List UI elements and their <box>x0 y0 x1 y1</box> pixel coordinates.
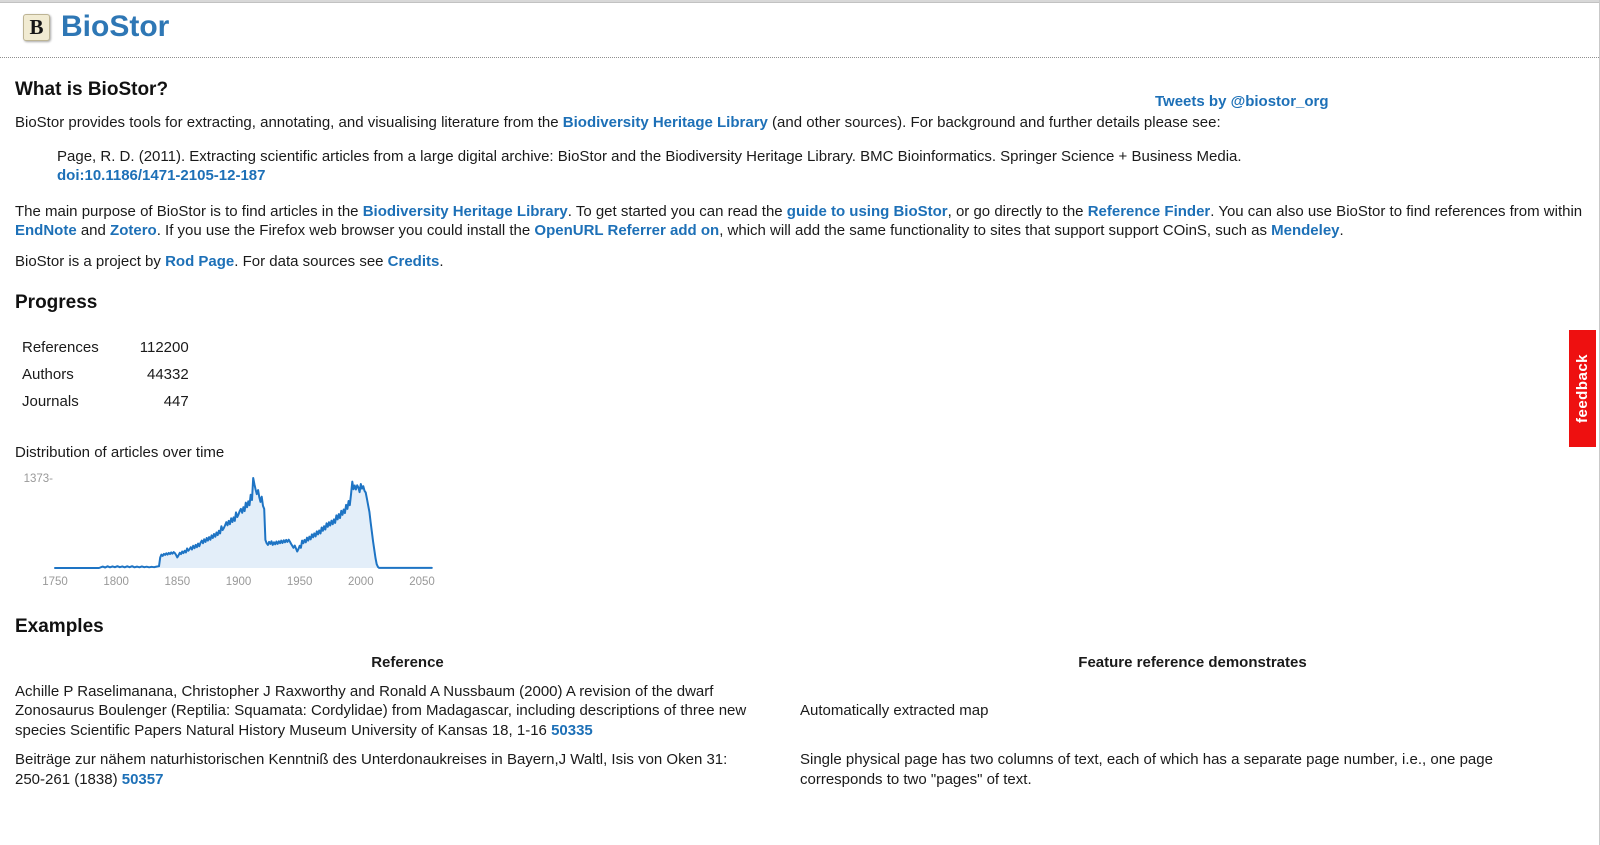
inline-link[interactable]: EndNote <box>15 222 77 239</box>
tweets-link[interactable]: Tweets by @biostor_org <box>1155 93 1329 110</box>
inline-link[interactable]: Biodiversity Heritage Library <box>562 114 768 131</box>
articles-over-time-chart <box>15 467 485 595</box>
about-intro-paragraph: BioStor provides tools for extracting, annotating, and visualising literature from the Biodiversity Heritage Library (and other sources). For background and further details please see: <box>15 114 1221 131</box>
table-row <box>22 334 189 361</box>
inline-link[interactable]: Mendeley <box>1271 222 1340 239</box>
progress-heading: Progress <box>15 292 98 313</box>
inline-link[interactable]: Rod Page <box>165 252 235 270</box>
example-reference-cell: Achille P Raselimanana, Christopher J Raxworthy and Ronald A Nussbaum (2000) A revision of the dwarf Zonosaurus Boulenger (Reptilia: Squamata: Cordylidae) from Madagascar, including descriptions of three new species Scientific Papers Natural History Museum University of Kansas 18, 1-16 50335 <box>15 682 747 739</box>
x-tick-label: 1800 <box>103 575 129 588</box>
progress-label: References <box>22 339 99 356</box>
table-row <box>15 745 1585 794</box>
example-feature-cell: Single physical page has two columns of text, each of which has a separate page number, i.e., one page corresponds to two "pages" of text. <box>800 751 1493 788</box>
x-tick-label: 2000 <box>348 575 374 588</box>
examples-table <box>15 650 1585 795</box>
about-heading: What is BioStor? <box>15 79 169 100</box>
progress-label: Journals <box>22 393 79 410</box>
main-content <box>0 79 1599 794</box>
column-header-feature: Feature reference demonstrates <box>1078 653 1307 671</box>
feedback-tab[interactable] <box>1569 330 1596 447</box>
examples-heading: Examples <box>15 615 104 637</box>
doi-link[interactable]: doi:10.1186/1471-2105-12-187 <box>57 167 266 184</box>
x-tick-label: 1900 <box>225 575 252 588</box>
citation-text: Page, R. D. (2011). Extracting scientific articles from a large digital archive: BioStor and the Biodiversity Heritage Library. BMC Bioinformatics. Springer Science + Business Media. <box>57 147 1242 165</box>
inline-link[interactable]: guide to using BioStor <box>786 202 948 220</box>
about-body-paragraph: The main purpose of BioStor is to find articles in the Biodiversity Heritage Library. To get started you can read the guide to using BioStor, or go directly to the Reference Finder. You can also use BioStor to find references from within EndNote and Zotero. If you use the Firefox web browser you could install the OpenURL Referrer add on, which will add the same functionality to sites that support support COinS, such as Mendeley. <box>15 202 1583 239</box>
biostor-logo-icon[interactable]: B <box>23 14 50 41</box>
example-reference-cell: Beiträge zur nähem naturhistorischen Kenntniß des Unterdonaukreises in Bayern,J Waltl, Isis von Oken 31: 250-261 (1838) 50357 <box>15 751 728 788</box>
inline-link[interactable]: OpenURL Referrer add on <box>534 222 720 239</box>
inline-link[interactable]: Zotero <box>110 222 157 239</box>
site-header <box>0 3 1599 58</box>
site-title[interactable]: BioStor <box>61 10 170 43</box>
inline-link[interactable]: Credits <box>387 252 440 270</box>
example-feature-cell: Automatically extracted map <box>800 702 989 719</box>
table-row <box>15 677 1585 746</box>
citation-block <box>57 147 1584 186</box>
x-tick-label: 1850 <box>164 575 191 588</box>
x-tick-label: 2050 <box>409 575 435 588</box>
inline-link[interactable]: Biodiversity Heritage Library <box>362 202 568 220</box>
table-row <box>22 361 189 388</box>
column-header-reference: Reference <box>371 653 444 671</box>
progress-value: 447 <box>163 393 189 410</box>
progress-value: 112200 <box>139 339 189 356</box>
x-tick-label: 1750 <box>42 575 68 588</box>
x-tick-label: 1950 <box>286 575 313 588</box>
inline-link[interactable]: 50357 <box>121 770 164 788</box>
progress-table <box>22 334 189 415</box>
inline-link[interactable]: Reference Finder <box>1087 202 1211 220</box>
table-row <box>22 388 189 415</box>
progress-value: 44332 <box>147 366 189 383</box>
table-header-row <box>15 650 1585 677</box>
x-axis-tick-labels <box>42 576 435 588</box>
feedback-tab-label: feedback <box>1574 353 1592 424</box>
progress-label: Authors <box>22 366 74 383</box>
chart-title: Distribution of articles over time <box>15 444 225 461</box>
about-project-paragraph: BioStor is a project by Rod Page. For data sources see Credits. <box>15 252 444 270</box>
inline-link[interactable]: 50335 <box>551 721 593 739</box>
y-axis-max-label: 1373- <box>23 472 53 485</box>
